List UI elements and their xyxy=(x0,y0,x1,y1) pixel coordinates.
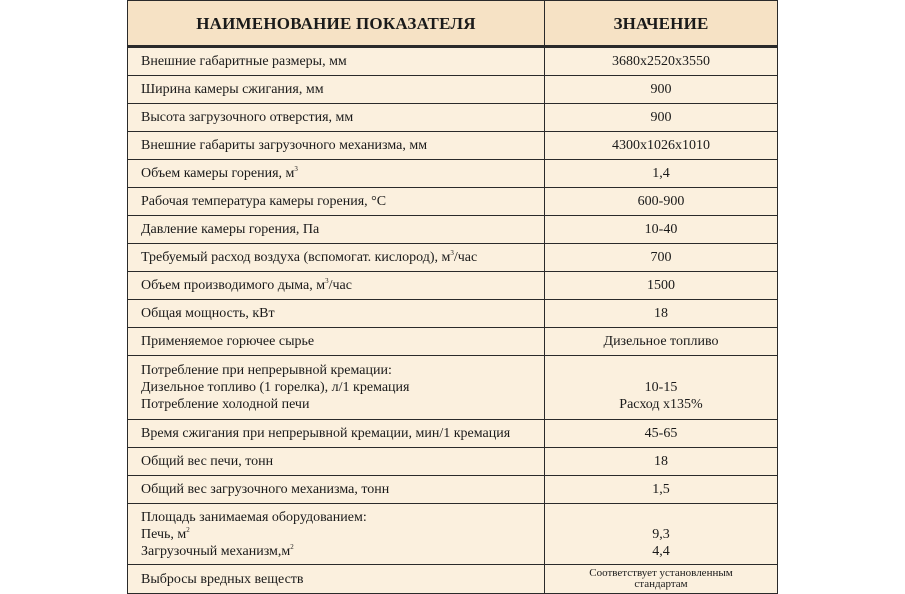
table-row xyxy=(128,272,778,300)
table-header-row xyxy=(128,1,778,47)
row-name xyxy=(128,504,545,565)
header-value-column: ЗНАЧЕНИЕ xyxy=(545,1,778,47)
table-row xyxy=(128,244,778,272)
row-value: 700 xyxy=(545,244,778,272)
row-name-text: Требуемый расход воздуха (вспомогат. кислород), м xyxy=(141,250,451,265)
consumption-diesel: Дизельное топливо (1 горелка), л/1 кремация xyxy=(141,380,410,395)
table-row xyxy=(128,476,778,504)
row-value: 4300x1026x1010 xyxy=(545,132,778,160)
table-row xyxy=(128,76,778,104)
row-name: Рабочая температура камеры горения, °С xyxy=(128,188,545,216)
consumption-diesel-value: 10-15 xyxy=(644,380,678,395)
area-furnace xyxy=(141,526,544,543)
consumption-cold-value: Расход x135% xyxy=(619,397,703,412)
table-row xyxy=(128,216,778,244)
unit-superscript: 2 xyxy=(290,542,294,551)
consumption-cold: Потребление холодной печи xyxy=(141,397,310,412)
row-value: 10-40 xyxy=(545,216,778,244)
table-row xyxy=(128,104,778,132)
table-row xyxy=(128,300,778,328)
row-value xyxy=(545,565,778,594)
header-name-column: НАИМЕНОВАНИЕ ПОКАЗАТЕЛЯ xyxy=(128,1,545,47)
row-value: 45-65 xyxy=(545,420,778,448)
area-furnace-text: Печь, м xyxy=(141,526,187,542)
table-row-consumption xyxy=(128,356,778,420)
row-name: Общая мощность, кВт xyxy=(128,300,545,328)
row-name: Высота загрузочного отверстия, мм xyxy=(128,104,545,132)
row-name xyxy=(128,160,545,188)
row-value: 3680x2520x3550 xyxy=(545,47,778,76)
row-value: Дизельное топливо xyxy=(545,328,778,356)
row-name: Общий вес печи, тонн xyxy=(128,448,545,476)
row-value: 600-900 xyxy=(545,188,778,216)
row-name: Выбросы вредных веществ xyxy=(128,565,545,594)
table-row xyxy=(128,420,778,448)
table-row-emissions xyxy=(128,565,778,594)
row-name xyxy=(128,272,545,300)
row-value: 900 xyxy=(545,76,778,104)
row-value: 1,5 xyxy=(545,476,778,504)
row-value: 18 xyxy=(545,448,778,476)
consumption-title: Потребление при непрерывной кремации: xyxy=(141,363,392,378)
table-row xyxy=(128,132,778,160)
row-name-text: Объем камеры горения, м xyxy=(141,166,295,181)
row-name: Давление камеры горения, Па xyxy=(128,216,545,244)
row-name: Общий вес загрузочного механизма, тонн xyxy=(128,476,545,504)
row-name xyxy=(128,244,545,272)
specifications-table xyxy=(127,0,778,594)
row-name: Ширина камеры сжигания, мм xyxy=(128,76,545,104)
value-spacer xyxy=(545,509,777,526)
row-name: Внешние габариты загрузочного механизма, мм xyxy=(128,132,545,160)
table-row xyxy=(128,328,778,356)
row-name: Время сжигания при непрерывной кремации, мин/1 кремация xyxy=(128,420,545,448)
row-name-text: Объем производимого дыма, м xyxy=(141,278,326,293)
unit-suffix: /час xyxy=(328,278,352,293)
unit-suffix: /час xyxy=(453,250,478,265)
unit-superscript: 3 xyxy=(294,165,298,173)
row-name: Применяемое горючее сырье xyxy=(128,328,545,356)
area-loader xyxy=(141,543,544,560)
row-value: 900 xyxy=(545,104,778,132)
table-row-area xyxy=(128,504,778,565)
unit-superscript: 2 xyxy=(186,525,190,534)
area-title: Площадь занимаемая оборудованием: xyxy=(141,509,367,525)
row-value: 18 xyxy=(545,300,778,328)
row-name xyxy=(128,356,545,420)
row-value: 1500 xyxy=(545,272,778,300)
table-row xyxy=(128,47,778,76)
table-row xyxy=(128,448,778,476)
area-furnace-value: 9,3 xyxy=(652,526,670,542)
unit-superscript: 3 xyxy=(325,277,329,285)
area-loader-value: 4,4 xyxy=(652,543,670,559)
row-value: 1,4 xyxy=(545,160,778,188)
value-spacer xyxy=(545,362,777,379)
area-loader-text: Загрузочный механизм,м xyxy=(141,543,291,559)
emissions-value-line2: стандартам xyxy=(634,578,688,590)
unit-superscript: 3 xyxy=(450,249,454,257)
table-row xyxy=(128,188,778,216)
table-row xyxy=(128,160,778,188)
row-value xyxy=(545,356,778,420)
emissions-value-line1: Соответствует установленным xyxy=(589,567,733,579)
row-name: Внешние габаритные размеры, мм xyxy=(128,47,545,76)
row-value xyxy=(545,504,778,565)
